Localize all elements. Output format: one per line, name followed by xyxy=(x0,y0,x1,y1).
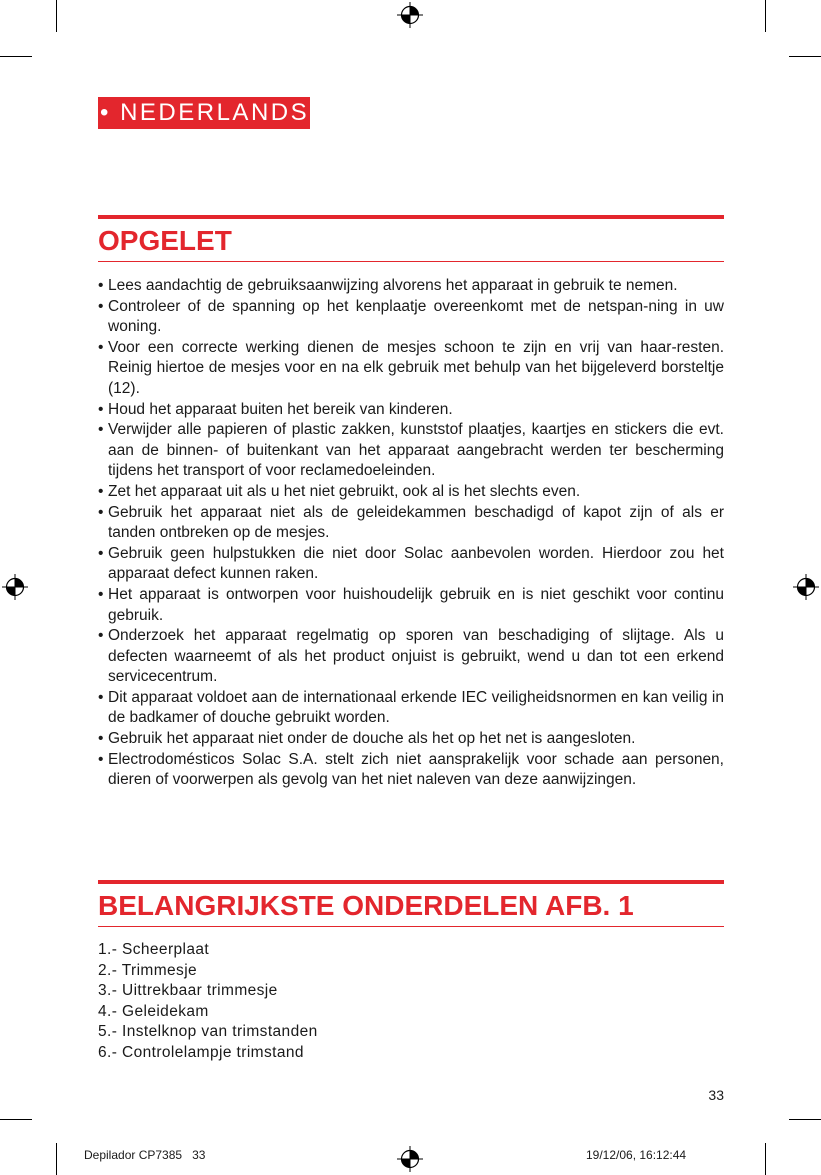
registration-mark-icon xyxy=(397,2,423,28)
list-item-text: Het apparaat is ontworpen voor huishoudelijk gebruik en is niet geschikt voor continu gebruik. xyxy=(108,585,724,624)
slug-filename: Depilador CP7385 33 xyxy=(84,1148,206,1162)
registration-mark-icon xyxy=(793,574,819,600)
list-item-text: Gebruik het apparaat niet als de geleidekammen beschadigd of kapot zijn of als er tanden ontbreken op de mesjes. xyxy=(108,503,724,542)
bullet-icon: • xyxy=(98,750,104,768)
list-item xyxy=(98,729,724,750)
list-item-text: Houd het apparaat buiten het bereik van kinderen. xyxy=(108,400,453,418)
crop-mark xyxy=(0,1119,32,1120)
list-item xyxy=(98,585,724,626)
list-item: 4.- Geleidekam xyxy=(98,1002,209,1020)
registration-mark-icon xyxy=(397,1146,423,1172)
list-item xyxy=(98,503,724,544)
section-rule-bottom xyxy=(98,926,724,927)
bullet-icon: • xyxy=(98,585,104,603)
page-number: 33 xyxy=(708,1087,724,1103)
bullet-icon: • xyxy=(98,627,104,645)
registration-mark-icon xyxy=(2,574,28,600)
warning-title: OPGELET xyxy=(98,225,232,256)
bullet-icon: • xyxy=(98,400,104,418)
list-item xyxy=(98,482,724,503)
bullet-icon: • xyxy=(98,338,104,356)
list-item-text: Dit apparaat voldoet aan de internationaal erkende IEC veiligheidsnormen en kan veilig in de badkamer of douche gebruikt worden. xyxy=(108,688,724,727)
list-item-text: Zet het apparaat uit als u het niet gebruikt, ook al is het slechts even. xyxy=(108,482,581,500)
list-item: 3.- Uittrekbaar trimmesje xyxy=(98,982,278,1000)
list-item-text: Onderzoek het apparaat regelmatig op sporen van beschadiging of slijtage. Als u defecten waarneemt of als het product onjuist is gebruikt, wend u dan tot een erkend servicecentrum. xyxy=(108,627,724,686)
section-rule-bottom xyxy=(98,261,724,262)
parts-section-header xyxy=(98,880,724,927)
language-tag: • NEDERLANDS xyxy=(98,97,310,129)
crop-mark xyxy=(765,0,766,32)
bullet-icon: • xyxy=(98,421,104,439)
list-item-text: Verwijder alle papieren of plastic zakken, kunststof plaatjes, kaartjes en stickers die evt. aan de binnen- of buitenkant van het apparaat aangebracht werden ter bescherming tijdens het transport of voor reclamedoeleinden. xyxy=(108,421,724,480)
bullet-icon: • xyxy=(98,688,104,706)
bullet-icon: • xyxy=(98,544,104,562)
parts-title: BELANGRIJKSTE ONDERDELEN AFB. 1 xyxy=(98,890,634,921)
list-item xyxy=(98,626,724,688)
list-item: 2.- Trimmesje xyxy=(98,961,198,979)
parts-list xyxy=(98,940,318,1064)
list-item-text: Controleer of de spanning op het kenplaatje overeenkomt met de netspan-ning in uw woning. xyxy=(108,297,724,336)
section-rule-top xyxy=(98,215,724,219)
list-item xyxy=(98,420,724,482)
list-item: 5.- Instelknop van trimstanden xyxy=(98,1023,318,1041)
bullet-icon: • xyxy=(98,503,104,521)
crop-mark xyxy=(0,56,32,57)
list-item xyxy=(98,276,724,297)
list-item: 1.- Scheerplaat xyxy=(98,941,210,958)
bullet-icon: • xyxy=(98,730,104,748)
crop-mark xyxy=(765,1143,766,1175)
crop-mark xyxy=(789,1119,821,1120)
bullet-icon: • xyxy=(98,277,104,294)
list-item xyxy=(98,750,724,791)
list-item xyxy=(98,338,724,400)
bullet-icon: • xyxy=(98,297,104,315)
crop-mark xyxy=(789,56,821,57)
list-item-text: Lees aandachtig de gebruiksaanwijzing alvorens het apparaat in gebruik te nemen. xyxy=(108,277,678,294)
list-item xyxy=(98,688,724,729)
list-item: 6.- Controlelampje trimstand xyxy=(98,1043,304,1061)
warning-list xyxy=(98,276,724,791)
list-item xyxy=(98,544,724,585)
crop-mark xyxy=(56,1143,57,1175)
bullet-icon: • xyxy=(98,482,104,500)
list-item xyxy=(98,297,724,338)
list-item xyxy=(98,400,724,421)
list-item-text: Gebruik geen hulpstukken die niet door Solac aanbevolen worden. Hierdoor zou het apparaat defect kunnen raken. xyxy=(108,544,724,583)
warning-section-header xyxy=(98,215,724,262)
list-item-text: Electrodomésticos Solac S.A. stelt zich niet aansprakelijk voor schade aan personen, dieren of voorwerpen als gevolg van het niet naleven van deze aanwijzingen. xyxy=(108,750,724,789)
list-item-text: Voor een correcte werking dienen de mesjes schoon te zijn en vrij van haar-resten. Reinig hiertoe de mesjes voor en na elk gebruik met behulp van het bijgeleverd borsteltje (12). xyxy=(108,338,724,397)
crop-mark xyxy=(56,0,57,32)
section-rule-top xyxy=(98,880,724,884)
slug-timestamp: 19/12/06, 16:12:44 xyxy=(586,1148,687,1162)
list-item-text: Gebruik het apparaat niet onder de douche als het op het net is aangesloten. xyxy=(108,730,636,748)
